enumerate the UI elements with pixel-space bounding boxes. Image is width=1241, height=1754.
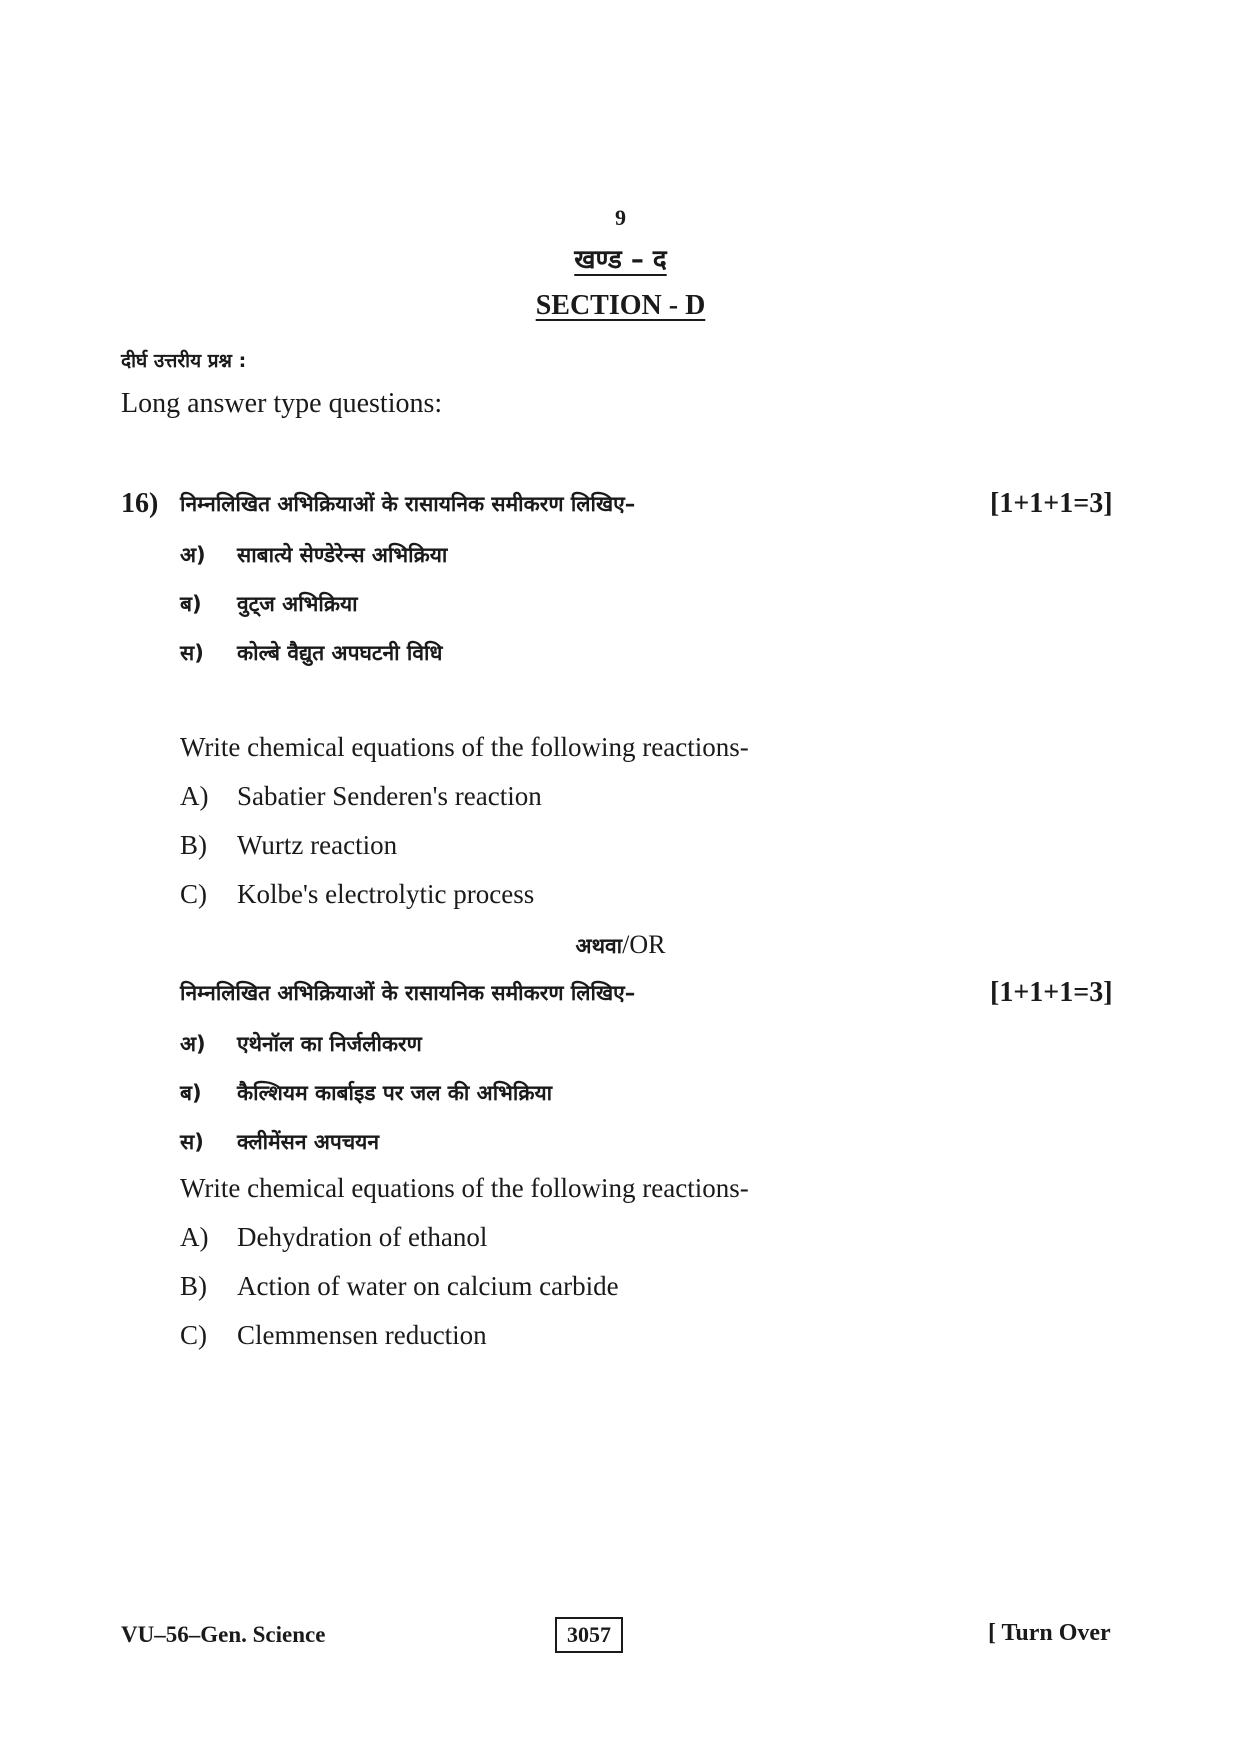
option-text-english: Kolbe's electrolytic process	[237, 879, 535, 909]
option-text-english: Wurtz reaction	[237, 830, 398, 860]
question-prompt-english: Write chemical equations of the following reactions-	[180, 732, 749, 762]
option-text-english: Dehydration of ethanol	[237, 1222, 488, 1252]
option-letter-english: B)	[180, 830, 207, 860]
question-marks: [1+1+1=3]	[990, 488, 1113, 519]
section-title-english-text: SECTION - D	[535, 290, 706, 321]
question-prompt-english: Write chemical equations of the following reactions-	[180, 1173, 749, 1203]
footer-paper-code: VU–56–Gen. Science	[121, 1622, 326, 1647]
section-title-hindi	[0, 240, 1241, 276]
option-letter-hindi: स)	[180, 641, 204, 665]
or-label-hindi: अथवा	[575, 934, 623, 958]
footer-booklet-number: 3057	[555, 1617, 623, 1653]
instructions-hindi: दीर्घ उत्तरीय प्रश्न :	[121, 350, 247, 372]
option-letter-hindi: ब)	[180, 592, 202, 616]
question-marks: [1+1+1=3]	[990, 977, 1113, 1008]
question-prompt-hindi: निम्नलिखित अभिक्रियाओं के रासायनिक समीकरण लिखिए–	[180, 492, 636, 516]
option-text-hindi: कैल्शियम कार्बाइड पर जल की अभिक्रिया	[237, 1081, 553, 1105]
option-letter-english: B)	[180, 1271, 207, 1301]
option-letter-english: C)	[180, 1320, 207, 1350]
section-title-english	[0, 290, 1241, 322]
option-text-hindi: वुट्ज अभिक्रिया	[237, 592, 358, 616]
or-separator	[0, 930, 1241, 960]
option-letter-hindi: अ)	[180, 543, 206, 567]
option-text-hindi: साबात्ये सेण्डेरेन्स अभिक्रिया	[237, 543, 448, 567]
section-title-hindi-text: खण्ड – द	[574, 245, 667, 275]
option-text-hindi: क्लीमेंसन अपचयन	[237, 1130, 379, 1154]
page-number: 9	[615, 205, 626, 230]
option-letter-english: A)	[180, 1222, 209, 1252]
footer-turn-over: [ Turn Over	[988, 1620, 1111, 1646]
option-letter-english: A)	[180, 781, 209, 811]
option-letter-hindi: ब)	[180, 1081, 202, 1105]
option-text-english: Action of water on calcium carbide	[237, 1271, 619, 1301]
question-prompt-hindi: निम्नलिखित अभिक्रियाओं के रासायनिक समीकरण लिखिए–	[180, 981, 636, 1005]
instructions-english: Long answer type questions:	[121, 388, 443, 419]
option-letter-hindi: अ)	[180, 1032, 206, 1056]
option-text-english: Sabatier Senderen's reaction	[237, 781, 542, 811]
option-letter-english: C)	[180, 879, 207, 909]
option-text-hindi: कोल्बे वैद्युत अपघटनी विधि	[237, 641, 443, 665]
option-letter-hindi: स)	[180, 1130, 204, 1154]
option-text-english: Clemmensen reduction	[237, 1320, 487, 1350]
or-label-english: /OR	[622, 930, 666, 959]
option-text-hindi: एथेनॉल का निर्जलीकरण	[237, 1032, 422, 1056]
question-number: 16)	[121, 488, 159, 519]
